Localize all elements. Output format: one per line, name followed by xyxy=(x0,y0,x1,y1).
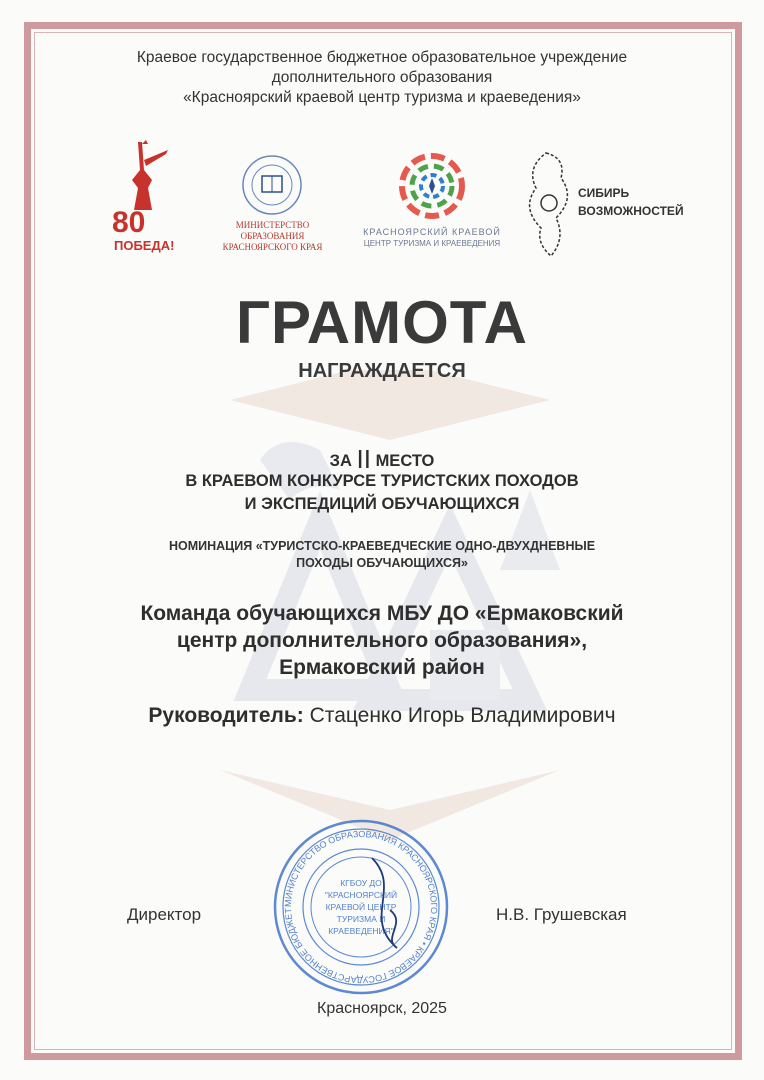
nomination-line-2: ПОХОДЫ ОБУЧАЮЩИХСЯ» xyxy=(296,556,468,570)
sibir-line-1: СИБИРЬ xyxy=(578,186,630,200)
stamp-center-line-5: КРАЕВЕДЕНИЯ" xyxy=(328,926,394,936)
recipient-team xyxy=(70,600,694,681)
director-name: Н.В. Грушевская xyxy=(496,905,627,924)
stamp-center-line-4: ТУРИЗМА И xyxy=(336,914,386,924)
team-line-3: Ермаковский район xyxy=(279,656,485,679)
leader-name: Стаценко Игорь Владимирович xyxy=(309,704,616,727)
contest-line-1: В КРАЕВОМ КОНКУРСЕ ТУРИСТСКИХ ПОХОДОВ xyxy=(185,472,579,490)
leader-line xyxy=(0,704,764,728)
team-line-1: Команда обучающихся МБУ ДО «Ермаковский xyxy=(140,602,624,625)
ministry-logo xyxy=(210,154,335,259)
stamp-center-line-1: КГБОУ ДО xyxy=(340,878,382,888)
sibir-line-2: ВОЗМОЖНОСТЕЙ xyxy=(578,204,684,218)
stamp-center-line-3: КРАЕВОЙ ЦЕНТР xyxy=(325,902,397,912)
center-line-1: КРАСНОЯРСКИЙ КРАЕВОЙ xyxy=(363,227,501,237)
logo-row xyxy=(0,140,764,270)
header-line-3: «Красноярский краевой центр туризма и краеведения» xyxy=(183,89,581,106)
ministry-line-1: МИНИСТЕРСТВО xyxy=(235,220,310,230)
leader-label: Руководитель: xyxy=(148,704,304,727)
center-line-2: ЦЕНТР ТУРИЗМА И КРАЕВЕДЕНИЯ xyxy=(363,239,501,248)
certificate-title: ГРАМОТА xyxy=(236,289,528,356)
team-line-2: центр дополнительного образования», xyxy=(176,629,588,652)
awarded-label: НАГРАЖДАЕТСЯ xyxy=(298,360,466,382)
header-line-1: Краевое государственное бюджетное образовательное учреждение xyxy=(136,49,628,66)
nomination xyxy=(110,538,654,572)
stamp-ring-text: МИНИСТЕРСТВО ОБРАЗОВАНИЯ КРАСНОЯРСКОГО КРАЯ • КРАЕВОЕ ГОСУДАРСТВЕННОЕ БЮДЖЕТ xyxy=(282,828,440,986)
pobeda-text: ПОБЕДА! xyxy=(114,238,175,253)
place-prefix: ЗА xyxy=(329,452,352,470)
contest-line-2: И ЭКСПЕДИЦИЙ ОБУЧАЮЩИХСЯ xyxy=(244,495,520,513)
place-suffix: МЕСТО xyxy=(375,452,435,470)
ministry-line-2: ОБРАЗОВАНИЯ xyxy=(240,231,305,241)
pobeda-number: 80 xyxy=(112,206,146,239)
center-logo xyxy=(362,152,502,257)
city-year: Красноярск, 2025 xyxy=(317,1000,447,1017)
official-stamp xyxy=(272,818,450,996)
contest-name xyxy=(100,470,664,516)
place-line xyxy=(0,444,764,474)
place-number: II xyxy=(356,444,371,474)
ministry-line-3: КРАСНОЯРСКОГО КРАЯ xyxy=(222,242,323,252)
sibir-logo xyxy=(516,148,686,263)
director-label: Директор xyxy=(127,905,202,924)
issuer-header xyxy=(60,48,704,108)
header-line-2: дополнительного образования xyxy=(271,69,493,86)
stamp-center-line-2: "КРАСНОЯРСКИЙ xyxy=(324,890,398,900)
pobeda-80-logo xyxy=(108,140,188,258)
nomination-line-1: НОМИНАЦИЯ «ТУРИСТСКО-КРАЕВЕДЧЕСКИЕ ОДНО-ДВУХДНЕВНЫЕ xyxy=(168,539,596,553)
